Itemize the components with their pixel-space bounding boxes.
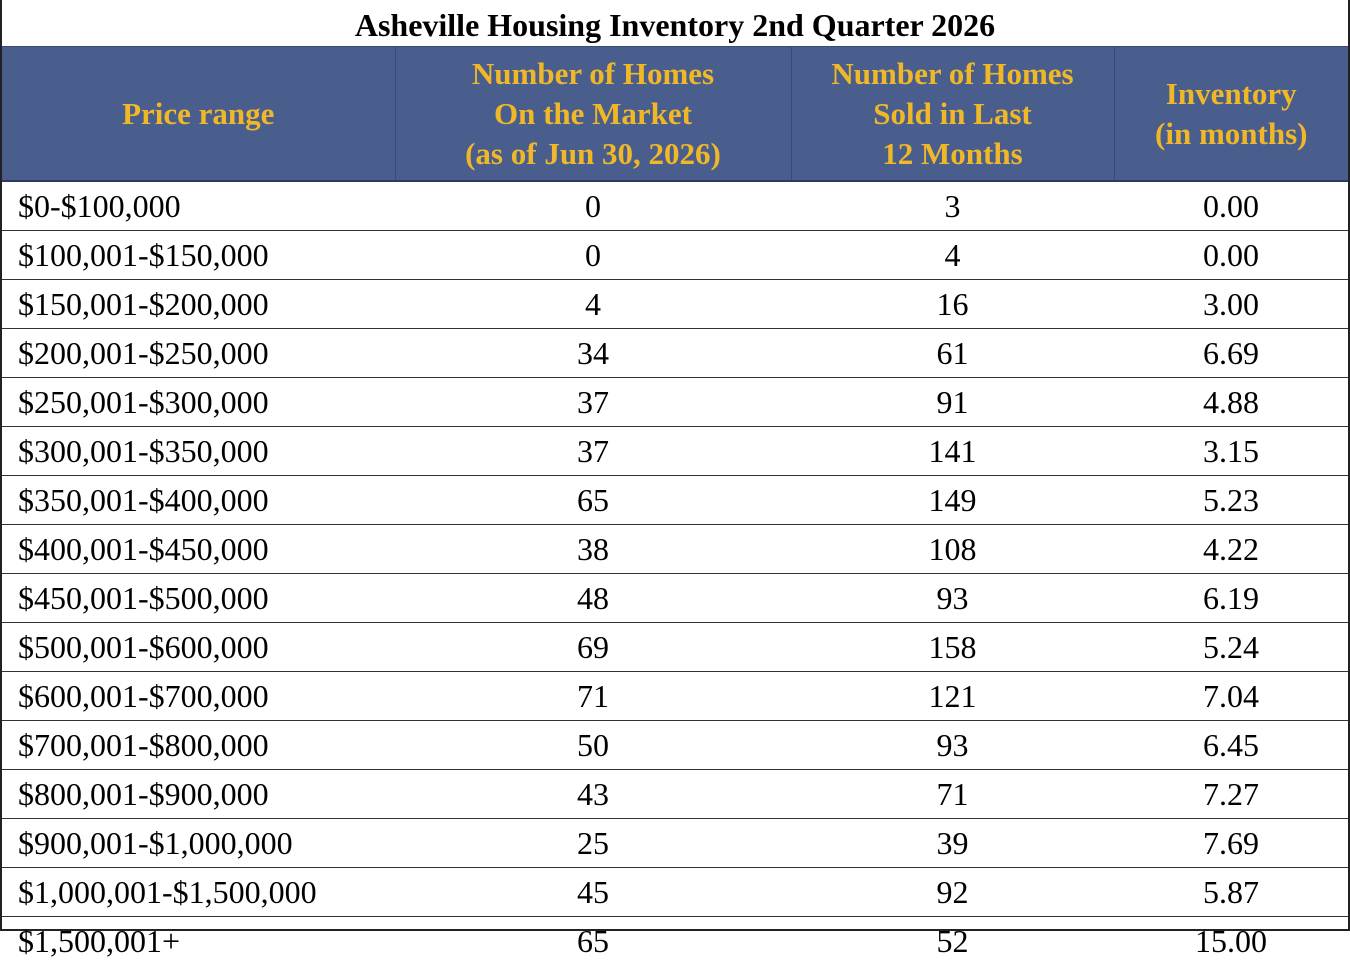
price-range-cell: $500,001-$600,000 (2, 623, 395, 672)
inventory-months-cell: 3.15 (1114, 427, 1348, 476)
price-range-cell: $350,001-$400,000 (2, 476, 395, 525)
homes-sold-cell: 158 (791, 623, 1114, 672)
table-row (2, 917, 1348, 965)
table-row (2, 868, 1348, 917)
table-row (2, 181, 1348, 231)
inventory-months-cell: 7.27 (1114, 770, 1348, 819)
header-homes-on-market (395, 47, 791, 182)
homes-sold-cell: 91 (791, 378, 1114, 427)
price-range-cell: $100,001-$150,000 (2, 231, 395, 280)
homes-on-market-cell: 50 (395, 721, 791, 770)
homes-on-market-cell: 71 (395, 672, 791, 721)
homes-on-market-cell: 37 (395, 378, 791, 427)
homes-on-market-cell: 25 (395, 819, 791, 868)
homes-on-market-cell: 37 (395, 427, 791, 476)
homes-sold-cell: 93 (791, 574, 1114, 623)
price-range-cell: $1,000,001-$1,500,000 (2, 868, 395, 917)
homes-sold-cell: 93 (791, 721, 1114, 770)
inventory-months-cell: 5.87 (1114, 868, 1348, 917)
header-line: (as of Jun 30, 2026) (396, 134, 791, 174)
table-row (2, 770, 1348, 819)
inventory-months-cell: 6.19 (1114, 574, 1348, 623)
price-range-cell: $1,500,001+ (2, 917, 395, 965)
price-range-cell: $150,001-$200,000 (2, 280, 395, 329)
header-line: On the Market (396, 94, 791, 134)
header-line: 12 Months (792, 134, 1114, 174)
homes-sold-cell: 3 (791, 181, 1114, 231)
homes-on-market-cell: 0 (395, 181, 791, 231)
inventory-months-cell: 4.22 (1114, 525, 1348, 574)
header-homes-sold (791, 47, 1114, 182)
price-range-cell: $250,001-$300,000 (2, 378, 395, 427)
homes-sold-cell: 108 (791, 525, 1114, 574)
inventory-months-cell: 15.00 (1114, 917, 1348, 965)
homes-sold-cell: 16 (791, 280, 1114, 329)
homes-sold-cell: 71 (791, 770, 1114, 819)
inventory-months-cell: 0.00 (1114, 181, 1348, 231)
homes-on-market-cell: 65 (395, 917, 791, 965)
inventory-months-cell: 6.69 (1114, 329, 1348, 378)
inventory-months-cell: 3.00 (1114, 280, 1348, 329)
table-row (2, 378, 1348, 427)
homes-on-market-cell: 43 (395, 770, 791, 819)
inventory-table (2, 46, 1348, 965)
homes-sold-cell: 39 (791, 819, 1114, 868)
inventory-months-cell: 5.24 (1114, 623, 1348, 672)
table-row (2, 574, 1348, 623)
price-range-cell: $900,001-$1,000,000 (2, 819, 395, 868)
homes-sold-cell: 141 (791, 427, 1114, 476)
table-row (2, 427, 1348, 476)
price-range-cell: $700,001-$800,000 (2, 721, 395, 770)
table-row (2, 525, 1348, 574)
table-row (2, 231, 1348, 280)
table-row (2, 623, 1348, 672)
homes-sold-cell: 61 (791, 329, 1114, 378)
inventory-months-cell: 5.23 (1114, 476, 1348, 525)
inventory-months-cell: 4.88 (1114, 378, 1348, 427)
table-row (2, 672, 1348, 721)
homes-on-market-cell: 38 (395, 525, 791, 574)
homes-on-market-cell: 65 (395, 476, 791, 525)
homes-sold-cell: 149 (791, 476, 1114, 525)
header-line: Number of Homes (396, 54, 791, 94)
table-row (2, 280, 1348, 329)
price-range-cell: $200,001-$250,000 (2, 329, 395, 378)
inventory-months-cell: 0.00 (1114, 231, 1348, 280)
table-title: Asheville Housing Inventory 2nd Quarter 2026 (2, 0, 1348, 46)
inventory-months-cell: 6.45 (1114, 721, 1348, 770)
inventory-months-cell: 7.04 (1114, 672, 1348, 721)
homes-sold-cell: 121 (791, 672, 1114, 721)
table-row (2, 329, 1348, 378)
table-row (2, 721, 1348, 770)
header-line: Inventory (1115, 74, 1349, 114)
header-line: (in months) (1115, 114, 1349, 154)
table-row (2, 476, 1348, 525)
price-range-cell: $300,001-$350,000 (2, 427, 395, 476)
price-range-cell: $600,001-$700,000 (2, 672, 395, 721)
homes-on-market-cell: 34 (395, 329, 791, 378)
inventory-months-cell: 7.69 (1114, 819, 1348, 868)
header-line: Number of Homes (792, 54, 1114, 94)
price-range-cell: $0-$100,000 (2, 181, 395, 231)
homes-on-market-cell: 4 (395, 280, 791, 329)
table-row (2, 819, 1348, 868)
homes-on-market-cell: 69 (395, 623, 791, 672)
homes-on-market-cell: 48 (395, 574, 791, 623)
homes-on-market-cell: 0 (395, 231, 791, 280)
header-line: Price range (2, 94, 395, 134)
table-body (2, 181, 1348, 965)
price-range-cell: $800,001-$900,000 (2, 770, 395, 819)
homes-sold-cell: 4 (791, 231, 1114, 280)
price-range-cell: $450,001-$500,000 (2, 574, 395, 623)
homes-on-market-cell: 45 (395, 868, 791, 917)
homes-sold-cell: 52 (791, 917, 1114, 965)
price-range-cell: $400,001-$450,000 (2, 525, 395, 574)
header-row (2, 47, 1348, 182)
header-inventory-months (1114, 47, 1348, 182)
header-price-range (2, 47, 395, 182)
homes-sold-cell: 92 (791, 868, 1114, 917)
header-line: Sold in Last (792, 94, 1114, 134)
